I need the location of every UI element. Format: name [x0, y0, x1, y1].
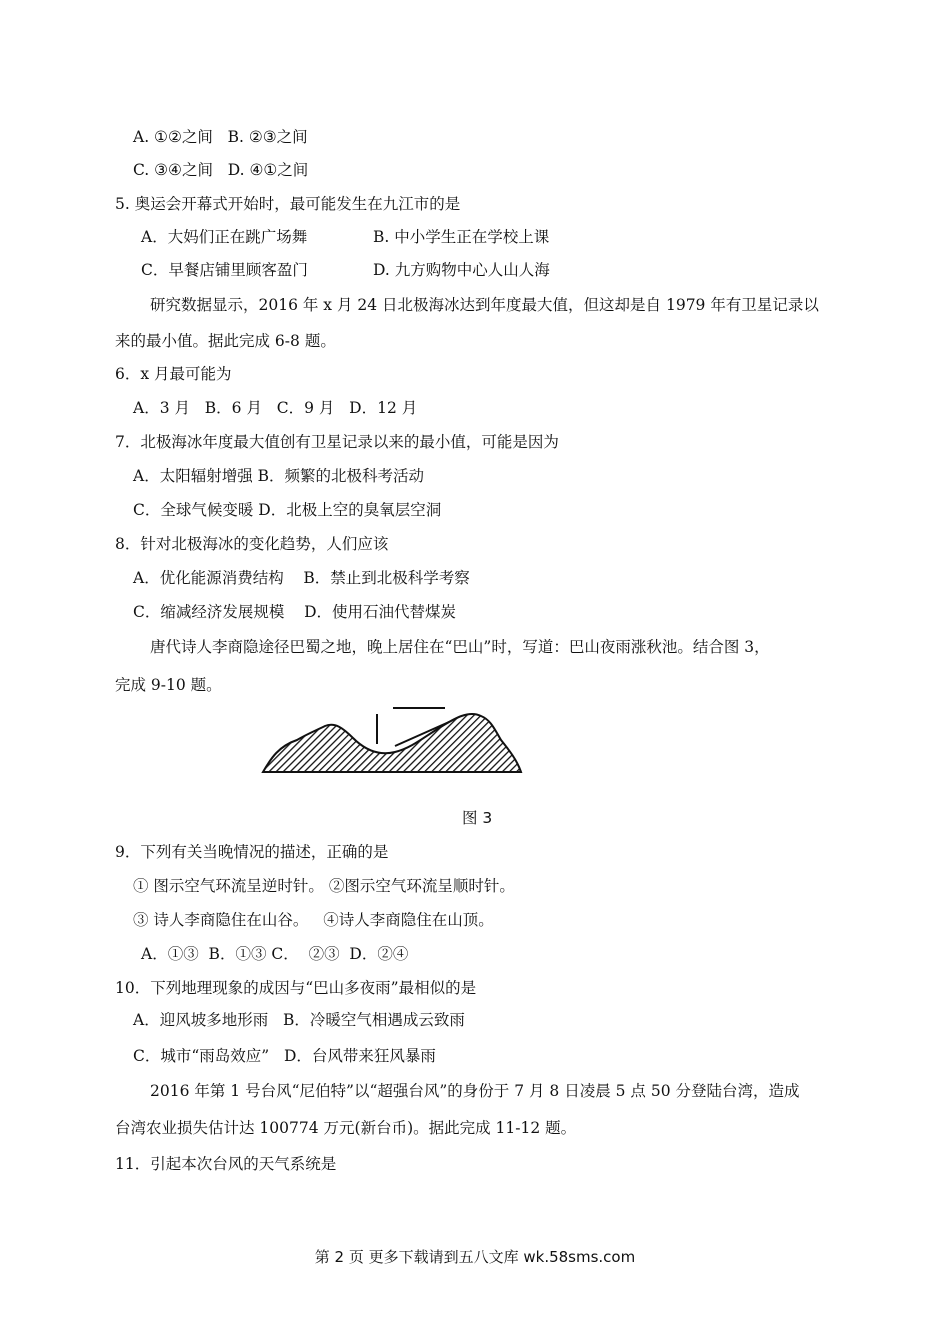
q5-option-a: A．大妈们正在跳广场舞 [141, 228, 308, 246]
passage-11-12-line1: 2016 年第 1 号台风“尼伯特”以“超强台风”的身份于 7 月 8 日凌晨 5 点 50 分登陆台湾，造成 [150, 1082, 800, 1100]
q4-options-cd: C. ③④之间 D. ④①之间 [133, 161, 309, 179]
passage-6-8-line1: 研究数据显示，2016 年 x 月 24 日北极海冰达到年度最大值，但这却是自 1979 年有卫星记录以 [150, 296, 819, 314]
q9-stem: 9．下列有关当晚情况的描述，正确的是 [115, 843, 389, 861]
passage-9-10-line1: 唐代诗人李商隐途径巴蜀之地，晚上居住在“巴山”时，写道：巴山夜雨涨秋池。结合图 3， [150, 638, 770, 656]
q8-options-ab: A．优化能源消费结构 B．禁止到北极科学考察 [133, 569, 470, 587]
q9-statements-12: ① 图示空气环流呈逆时针。 ②图示空气环流呈顺时针。 [133, 877, 515, 895]
q6-stem: 6．x 月最可能为 [115, 365, 232, 383]
passage-11-12-line2: 台湾农业损失估计达 100774 万元(新台币)。据此完成 11-12 题。 [115, 1119, 577, 1137]
q10-options-cd: C．城市“雨岛效应” D．台风带来狂风暴雨 [133, 1047, 436, 1065]
figure-3-mountain-diagram [255, 700, 525, 780]
q10-options-ab: A．迎风坡多地形雨 B．冷暖空气相遇成云致雨 [133, 1011, 465, 1029]
q7-stem: 7．北极海冰年度最大值创有卫星记录以来的最小值，可能是因为 [115, 433, 559, 451]
q8-stem: 8．针对北极海冰的变化趋势，人们应该 [115, 535, 389, 553]
q7-options-ab: A．太阳辐射增强 B．频繁的北极科考活动 [133, 467, 425, 485]
page-footer: 第 2 页 更多下载请到五八文库 wk.58sms.com [314, 1248, 636, 1266]
figure-caption: 图 3 [462, 809, 493, 827]
q5-stem: 5. 奥运会开幕式开始时，最可能发生在九江市的是 [115, 195, 461, 213]
q5-option-d: D. 九方购物中心人山人海 [373, 261, 550, 279]
q10-stem: 10．下列地理现象的成因与“巴山多夜雨”最相似的是 [115, 979, 477, 997]
q5-option-b: B. 中小学生正在学校上课 [373, 228, 550, 246]
passage-6-8-line2: 来的最小值。据此完成 6-8 题。 [115, 332, 336, 350]
q4-options-ab: A. ①②之间 B. ②③之间 [133, 128, 308, 146]
q9-statements-34: ③ 诗人李商隐住在山谷。 ④诗人李商隐住在山顶。 [133, 911, 494, 929]
mountain-cross-section [263, 714, 521, 772]
passage-9-10-line2: 完成 9-10 题。 [115, 676, 222, 694]
q8-options-cd: C．缩减经济发展规模 D．使用石油代替煤炭 [133, 603, 456, 621]
q6-options: A．3 月 B．6 月 C．9 月 D．12 月 [133, 399, 418, 417]
q7-options-cd: C．全球气候变暖 D．北极上空的臭氧层空洞 [133, 501, 442, 519]
q5-option-c: C．早餐店铺里顾客盈门 [141, 261, 308, 279]
q9-options: A．①③ B．①③ C． ②③ D．②④ [141, 945, 409, 963]
q11-stem: 11．引起本次台风的天气系统是 [115, 1155, 337, 1173]
